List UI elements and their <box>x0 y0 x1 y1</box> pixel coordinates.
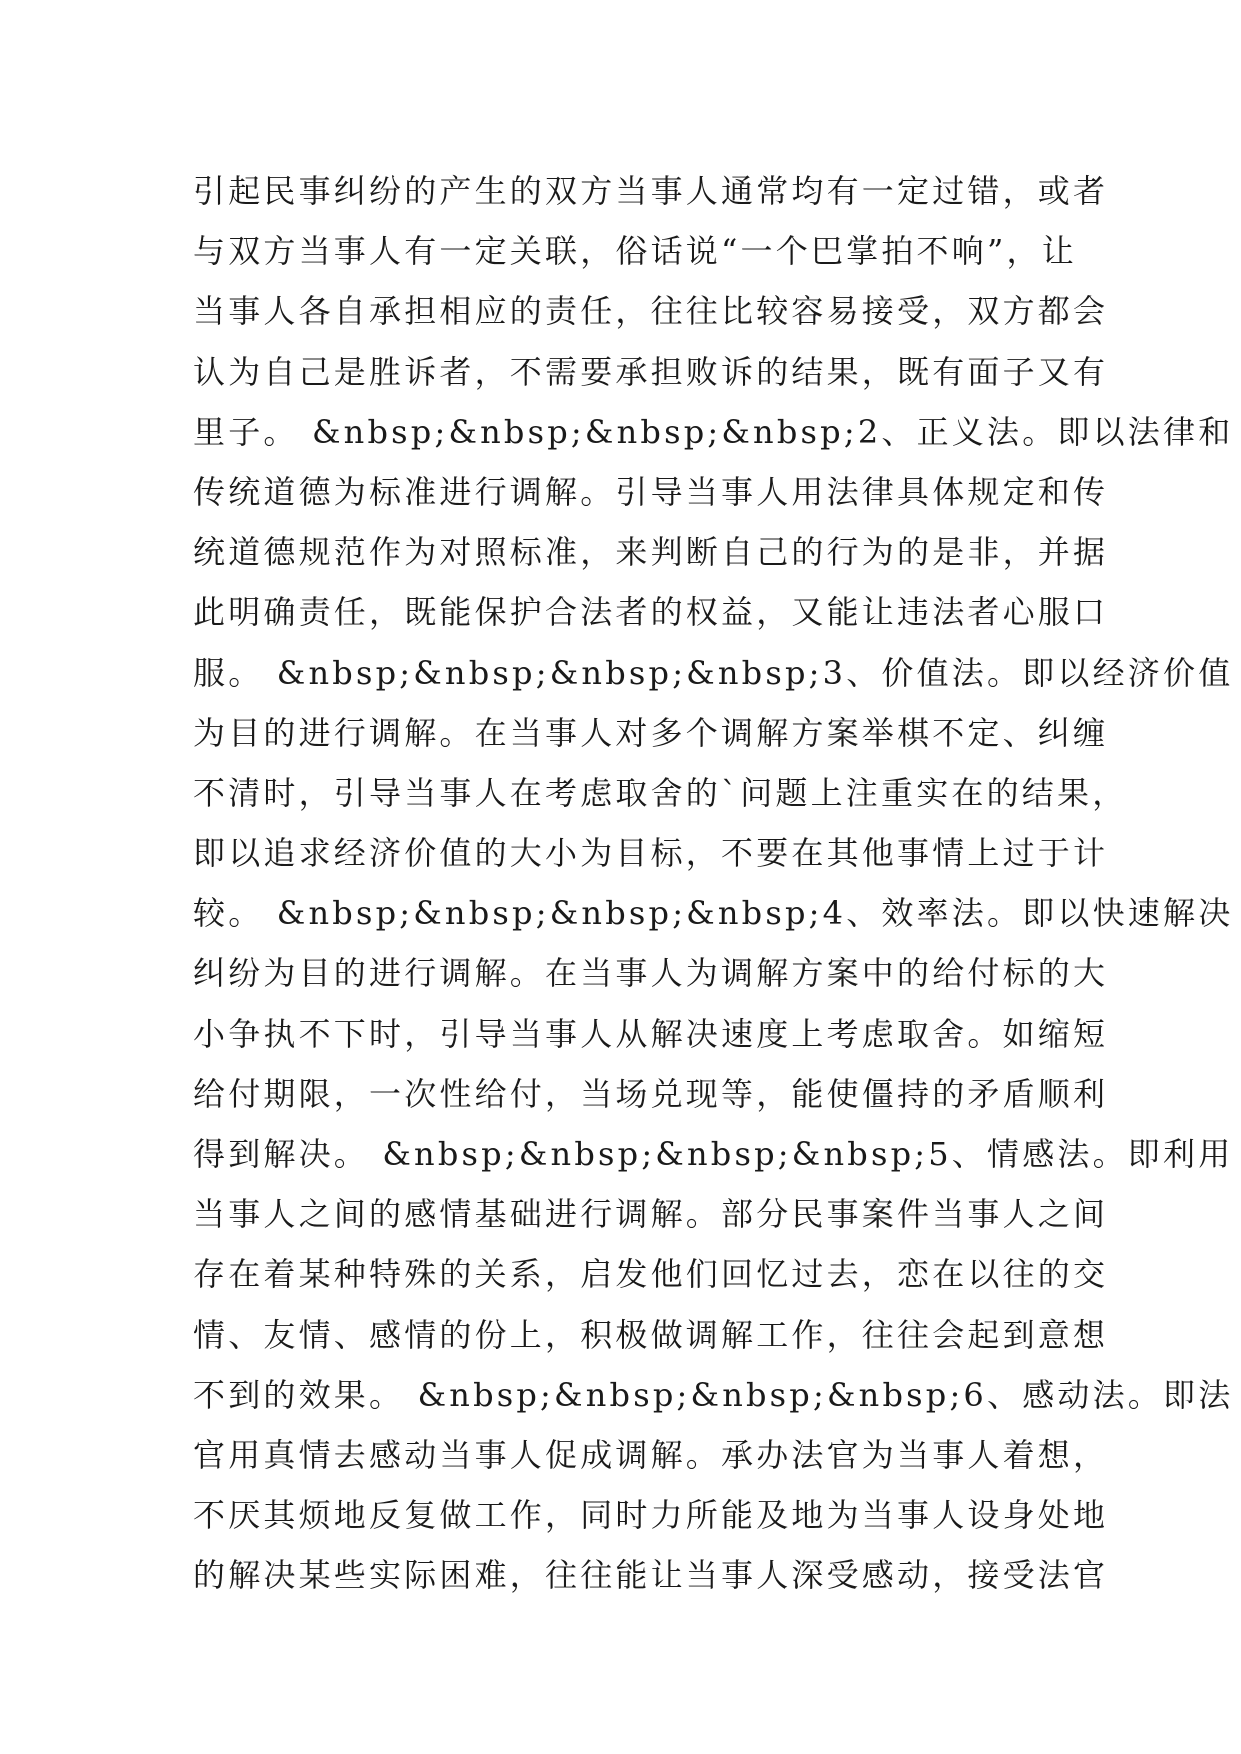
text-line: 当事人各自承担相应的责任，往往比较容易接受，双方都会 <box>193 292 1109 331</box>
text-line: 当事人之间的感情基础进行调解。部分民事案件当事人之间 <box>193 1195 1109 1234</box>
text-line: 为目的进行调解。在当事人对多个调解方案举棋不定、纠缠 <box>193 713 1109 752</box>
text-line: 存在着某种特殊的关系，启发他们回忆过去，恋在以往的交 <box>193 1255 1109 1294</box>
text-line: 与双方当事人有一定关联，俗话说“一个巴掌拍不响”，让 <box>193 232 1077 271</box>
text-line: 情、友情、感情的份上，积极做调解工作，往往会起到意想 <box>193 1315 1109 1354</box>
text-line: 认为自己是胜诉者，不需要承担败诉的结果，既有面子又有 <box>193 352 1109 391</box>
text-line: 服。 &nbsp;&nbsp;&nbsp;&nbsp;3、价值法。即以经济价值 <box>193 653 1234 692</box>
text-line: 得到解决。 &nbsp;&nbsp;&nbsp;&nbsp;5、情感法。即利用 <box>193 1135 1234 1173</box>
text-line: 不到的效果。 &nbsp;&nbsp;&nbsp;&nbsp;6、感动法。即法 <box>193 1375 1234 1414</box>
text-line: 给付期限，一次性给付，当场兑现等，能使僵持的矛盾顺利 <box>193 1074 1109 1113</box>
text-line: 此明确责任，既能保护合法者的权益，又能让违法者心服口 <box>193 593 1109 632</box>
text-line: 的解决某些实际困难，往往能让当事人深受感动，接受法官 <box>193 1556 1109 1595</box>
body-text <box>193 161 1234 1606</box>
text-line: 里子。 &nbsp;&nbsp;&nbsp;&nbsp;2、正义法。即以法律和 <box>193 412 1234 451</box>
text-line: 小争执不下时，引导当事人从解决速度上考虑取舍。如缩短 <box>193 1014 1109 1053</box>
text-line: 即以追求经济价值的大小为目标，不要在其他事情上过于计 <box>193 834 1109 873</box>
text-line: 纠纷为目的进行调解。在当事人为调解方案中的给付标的大 <box>193 954 1109 993</box>
text-line: 官用真情去感动当事人促成调解。承办法官为当事人着想， <box>193 1435 1109 1474</box>
text-line: 统道德规范作为对照标准，来判断自己的行为的是非，并据 <box>193 533 1109 572</box>
text-line: 传统道德为标准进行调解。引导当事人用法律具体规定和传 <box>193 472 1109 511</box>
text-line: 引起民事纠纷的产生的双方当事人通常均有一定过错，或者 <box>193 172 1109 210</box>
text-line: 较。 &nbsp;&nbsp;&nbsp;&nbsp;4、效率法。即以快速解决 <box>193 894 1234 933</box>
text-line: 不厌其烦地反复做工作，同时力所能及地为当事人设身处地 <box>193 1496 1109 1535</box>
text-line: 不清时，引导当事人在考虑取舍的`问题上注重实在的结果， <box>193 773 1128 812</box>
